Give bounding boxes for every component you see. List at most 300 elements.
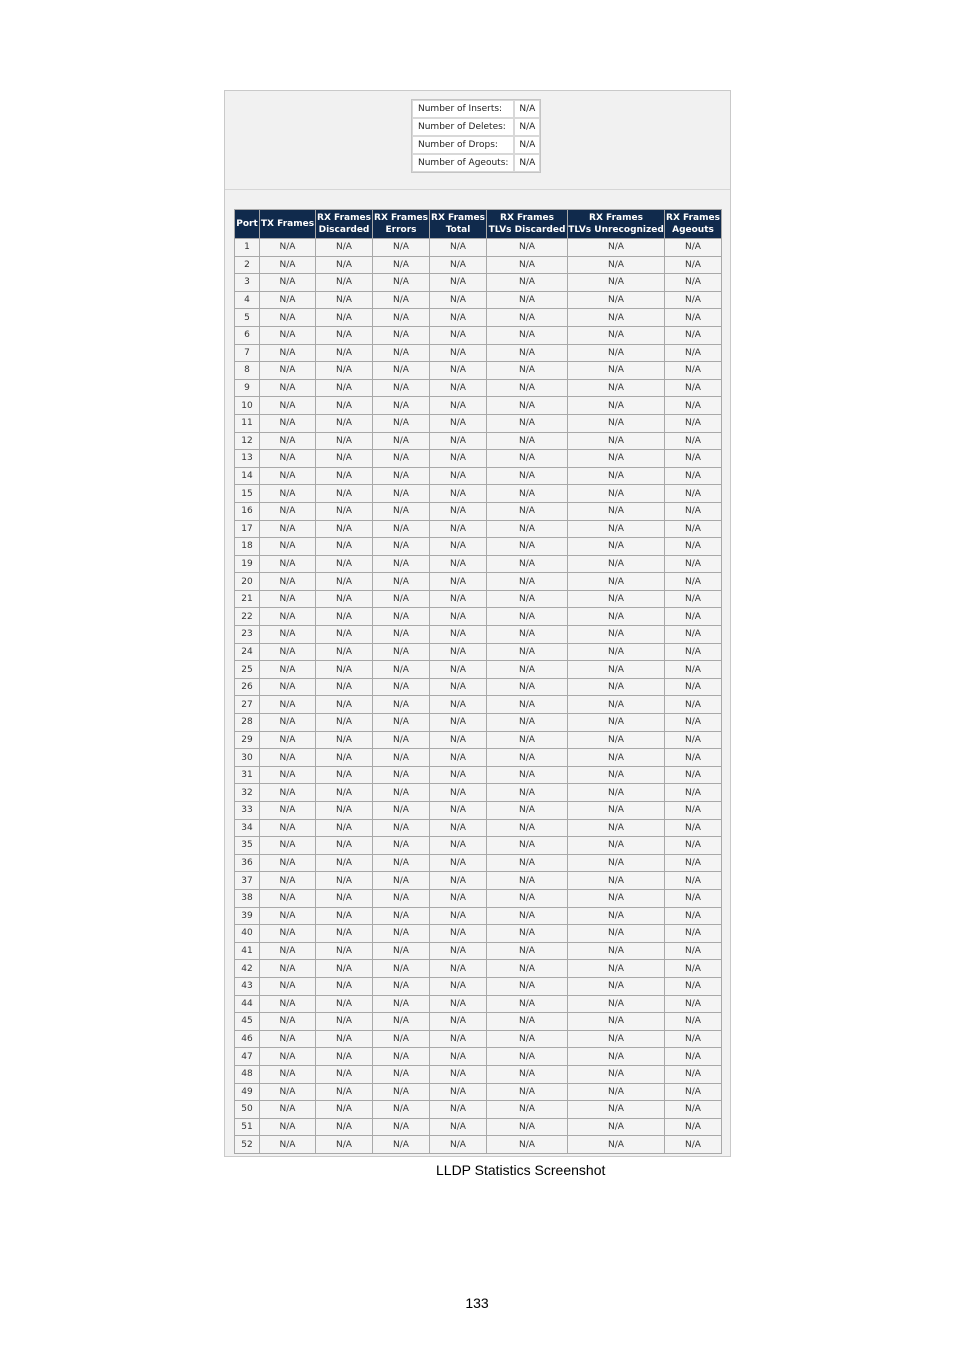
table-cell: N/A [568, 327, 664, 344]
table-cell: N/A [430, 1066, 486, 1083]
table-cell: N/A [487, 626, 567, 643]
table-cell: N/A [430, 960, 486, 977]
summary-table [411, 99, 541, 173]
table-cell: N/A [487, 257, 567, 274]
table-cell: N/A [665, 1084, 721, 1101]
table-cell: N/A [568, 890, 664, 907]
table-cell: N/A [373, 820, 429, 837]
table-cell: N/A [316, 1013, 372, 1030]
table-cell: N/A [665, 274, 721, 291]
summary-row [412, 136, 540, 154]
table-row [235, 397, 721, 414]
table-cell: N/A [568, 1136, 664, 1153]
table-cell: N/A [430, 714, 486, 731]
port-cell: 7 [235, 345, 259, 362]
table-cell: N/A [665, 503, 721, 520]
table-cell: N/A [430, 767, 486, 784]
table-cell: N/A [316, 837, 372, 854]
table-cell: N/A [373, 732, 429, 749]
table-cell: N/A [260, 908, 315, 925]
port-cell: 5 [235, 309, 259, 326]
table-cell: N/A [665, 749, 721, 766]
table-cell: N/A [430, 644, 486, 661]
table-cell: N/A [316, 380, 372, 397]
table-cell: N/A [373, 872, 429, 889]
table-cell: N/A [316, 996, 372, 1013]
table-cell: N/A [260, 274, 315, 291]
table-cell: N/A [487, 239, 567, 256]
table-cell: N/A [665, 996, 721, 1013]
table-cell: N/A [260, 1031, 315, 1048]
column-header-line: Total [445, 225, 471, 235]
port-cell: 14 [235, 468, 259, 485]
summary-label: Number of Inserts: [412, 100, 514, 118]
table-cell: N/A [568, 820, 664, 837]
table-cell: N/A [665, 1119, 721, 1136]
table-cell: N/A [665, 661, 721, 678]
table-cell: N/A [373, 521, 429, 538]
table-cell: N/A [373, 433, 429, 450]
table-cell: N/A [260, 485, 315, 502]
table-cell: N/A [316, 503, 372, 520]
port-cell: 40 [235, 925, 259, 942]
table-cell: N/A [487, 996, 567, 1013]
table-cell: N/A [568, 996, 664, 1013]
port-cell: 26 [235, 679, 259, 696]
table-cell: N/A [373, 345, 429, 362]
table-row [235, 802, 721, 819]
column-header [665, 210, 721, 238]
table-cell: N/A [260, 257, 315, 274]
table-cell: N/A [260, 345, 315, 362]
table-cell: N/A [430, 450, 486, 467]
table-cell: N/A [487, 309, 567, 326]
table-cell: N/A [373, 362, 429, 379]
table-cell: N/A [568, 450, 664, 467]
table-cell: N/A [487, 837, 567, 854]
table-cell: N/A [373, 661, 429, 678]
table-cell: N/A [487, 327, 567, 344]
port-cell: 36 [235, 855, 259, 872]
table-cell: N/A [665, 714, 721, 731]
table-row [235, 608, 721, 625]
port-cell: 1 [235, 239, 259, 256]
table-cell: N/A [316, 714, 372, 731]
table-cell: N/A [487, 1066, 567, 1083]
table-cell: N/A [568, 679, 664, 696]
column-header-line: RX Frames [431, 213, 485, 223]
table-cell: N/A [487, 908, 567, 925]
table-cell: N/A [487, 608, 567, 625]
table-cell: N/A [665, 556, 721, 573]
table-cell: N/A [373, 855, 429, 872]
table-cell: N/A [568, 415, 664, 432]
table-cell: N/A [568, 485, 664, 502]
table-cell: N/A [373, 1066, 429, 1083]
table-cell: N/A [373, 1119, 429, 1136]
table-cell: N/A [373, 696, 429, 713]
table-cell: N/A [430, 591, 486, 608]
table-row [235, 362, 721, 379]
table-cell: N/A [430, 908, 486, 925]
table-cell: N/A [373, 837, 429, 854]
table-row [235, 960, 721, 977]
figure-caption: LLDP Statistics Screenshot [436, 1162, 606, 1178]
table-cell: N/A [260, 837, 315, 854]
table-cell: N/A [316, 309, 372, 326]
table-cell: N/A [665, 433, 721, 450]
table-cell: N/A [568, 696, 664, 713]
table-cell: N/A [316, 1101, 372, 1118]
table-cell: N/A [568, 714, 664, 731]
table-cell: N/A [665, 591, 721, 608]
table-cell: N/A [373, 503, 429, 520]
table-cell: N/A [568, 661, 664, 678]
table-cell: N/A [665, 538, 721, 555]
column-header-line: RX Frames [589, 213, 643, 223]
table-cell: N/A [487, 644, 567, 661]
table-cell: N/A [665, 978, 721, 995]
table-cell: N/A [316, 749, 372, 766]
table-cell: N/A [568, 749, 664, 766]
table-cell: N/A [373, 996, 429, 1013]
table-cell: N/A [568, 521, 664, 538]
table-row [235, 1066, 721, 1083]
table-cell: N/A [430, 679, 486, 696]
table-cell: N/A [316, 415, 372, 432]
table-cell: N/A [316, 960, 372, 977]
table-cell: N/A [373, 573, 429, 590]
table-cell: N/A [260, 556, 315, 573]
table-cell: N/A [316, 485, 372, 502]
table-cell: N/A [487, 1119, 567, 1136]
table-cell: N/A [260, 1084, 315, 1101]
column-header-line: RX Frames [317, 213, 371, 223]
port-cell: 44 [235, 996, 259, 1013]
table-cell: N/A [430, 433, 486, 450]
table-cell: N/A [373, 644, 429, 661]
table-cell: N/A [316, 397, 372, 414]
table-cell: N/A [260, 468, 315, 485]
table-cell: N/A [260, 820, 315, 837]
table-cell: N/A [373, 767, 429, 784]
table-cell: N/A [568, 397, 664, 414]
table-cell: N/A [260, 608, 315, 625]
table-row [235, 890, 721, 907]
table-cell: N/A [260, 521, 315, 538]
port-cell: 49 [235, 1084, 259, 1101]
table-cell: N/A [316, 292, 372, 309]
table-cell: N/A [316, 908, 372, 925]
table-cell: N/A [665, 608, 721, 625]
table-row [235, 1101, 721, 1118]
table-row [235, 732, 721, 749]
table-cell: N/A [487, 872, 567, 889]
table-cell: N/A [260, 996, 315, 1013]
table-cell: N/A [568, 908, 664, 925]
port-cell: 24 [235, 644, 259, 661]
column-header [235, 210, 259, 238]
table-cell: N/A [487, 397, 567, 414]
table-cell: N/A [373, 1136, 429, 1153]
table-row [235, 661, 721, 678]
column-header-line: Errors [385, 225, 417, 235]
port-cell: 34 [235, 820, 259, 837]
table-cell: N/A [568, 943, 664, 960]
table-cell: N/A [373, 538, 429, 555]
table-row [235, 767, 721, 784]
table-cell: N/A [568, 925, 664, 942]
table-row [235, 380, 721, 397]
column-header-line: TLVs Discarded [488, 225, 566, 235]
table-cell: N/A [665, 872, 721, 889]
table-row [235, 626, 721, 643]
table-row [235, 1048, 721, 1065]
table-cell: N/A [487, 556, 567, 573]
table-cell: N/A [316, 345, 372, 362]
table-cell: N/A [316, 327, 372, 344]
table-cell: N/A [373, 925, 429, 942]
table-cell: N/A [260, 679, 315, 696]
table-cell: N/A [568, 1066, 664, 1083]
table-cell: N/A [316, 1136, 372, 1153]
table-cell: N/A [373, 556, 429, 573]
table-cell: N/A [430, 415, 486, 432]
table-cell: N/A [487, 696, 567, 713]
table-cell: N/A [316, 257, 372, 274]
column-header [568, 210, 664, 238]
table-cell: N/A [487, 573, 567, 590]
table-row [235, 433, 721, 450]
table-cell: N/A [487, 925, 567, 942]
table-row [235, 908, 721, 925]
table-cell: N/A [430, 784, 486, 801]
table-cell: N/A [373, 714, 429, 731]
table-cell: N/A [316, 732, 372, 749]
table-cell: N/A [568, 1013, 664, 1030]
table-cell: N/A [487, 784, 567, 801]
table-cell: N/A [373, 468, 429, 485]
table-cell: N/A [665, 943, 721, 960]
table-cell: N/A [260, 784, 315, 801]
port-cell: 25 [235, 661, 259, 678]
table-cell: N/A [373, 626, 429, 643]
table-cell: N/A [430, 538, 486, 555]
table-cell: N/A [568, 239, 664, 256]
table-cell: N/A [430, 327, 486, 344]
summary-row [412, 100, 540, 118]
table-cell: N/A [430, 1031, 486, 1048]
table-cell: N/A [568, 468, 664, 485]
table-cell: N/A [373, 943, 429, 960]
column-header-line: Discarded [318, 225, 370, 235]
table-cell: N/A [665, 362, 721, 379]
table-cell: N/A [568, 1084, 664, 1101]
table-cell: N/A [373, 1048, 429, 1065]
table-cell: N/A [430, 503, 486, 520]
table-cell: N/A [373, 1101, 429, 1118]
port-cell: 42 [235, 960, 259, 977]
table-cell: N/A [316, 1084, 372, 1101]
table-cell: N/A [373, 309, 429, 326]
port-cell: 37 [235, 872, 259, 889]
table-cell: N/A [487, 1048, 567, 1065]
table-row [235, 872, 721, 889]
table-cell: N/A [665, 239, 721, 256]
table-cell: N/A [316, 556, 372, 573]
table-row [235, 521, 721, 538]
table-cell: N/A [665, 1066, 721, 1083]
table-row [235, 696, 721, 713]
table-row [235, 837, 721, 854]
table-cell: N/A [316, 626, 372, 643]
table-cell: N/A [316, 362, 372, 379]
table-cell: N/A [487, 362, 567, 379]
table-row [235, 345, 721, 362]
table-row [235, 820, 721, 837]
table-cell: N/A [665, 397, 721, 414]
table-cell: N/A [487, 661, 567, 678]
table-cell: N/A [430, 732, 486, 749]
table-row [235, 257, 721, 274]
table-cell: N/A [568, 802, 664, 819]
table-row [235, 415, 721, 432]
table-cell: N/A [568, 1101, 664, 1118]
table-cell: N/A [568, 591, 664, 608]
statistics-table [234, 209, 722, 1154]
summary-value: N/A [514, 118, 540, 136]
table-cell: N/A [665, 468, 721, 485]
table-cell: N/A [568, 767, 664, 784]
table-cell: N/A [316, 1066, 372, 1083]
table-cell: N/A [430, 749, 486, 766]
table-cell: N/A [260, 802, 315, 819]
table-cell: N/A [430, 1013, 486, 1030]
table-cell: N/A [316, 872, 372, 889]
summary-value: N/A [514, 100, 540, 118]
table-row [235, 679, 721, 696]
table-cell: N/A [487, 679, 567, 696]
divider [225, 189, 730, 190]
table-cell: N/A [665, 890, 721, 907]
port-cell: 9 [235, 380, 259, 397]
table-cell: N/A [665, 521, 721, 538]
table-row [235, 644, 721, 661]
port-cell: 10 [235, 397, 259, 414]
table-cell: N/A [487, 415, 567, 432]
table-cell: N/A [487, 767, 567, 784]
table-row [235, 943, 721, 960]
table-cell: N/A [568, 309, 664, 326]
table-cell: N/A [260, 591, 315, 608]
table-cell: N/A [430, 1136, 486, 1153]
table-cell: N/A [430, 890, 486, 907]
table-cell: N/A [487, 1031, 567, 1048]
table-cell: N/A [373, 485, 429, 502]
table-cell: N/A [260, 538, 315, 555]
table-cell: N/A [487, 591, 567, 608]
table-cell: N/A [665, 1101, 721, 1118]
table-row [235, 239, 721, 256]
table-cell: N/A [260, 1119, 315, 1136]
table-cell: N/A [373, 1084, 429, 1101]
port-cell: 28 [235, 714, 259, 731]
table-cell: N/A [373, 415, 429, 432]
table-cell: N/A [665, 415, 721, 432]
table-cell: N/A [316, 644, 372, 661]
table-cell: N/A [430, 292, 486, 309]
port-cell: 39 [235, 908, 259, 925]
table-cell: N/A [487, 978, 567, 995]
table-cell: N/A [373, 908, 429, 925]
table-cell: N/A [568, 503, 664, 520]
table-cell: N/A [260, 292, 315, 309]
table-cell: N/A [430, 573, 486, 590]
table-row [235, 538, 721, 555]
table-cell: N/A [665, 644, 721, 661]
port-cell: 19 [235, 556, 259, 573]
port-cell: 12 [235, 433, 259, 450]
port-cell: 31 [235, 767, 259, 784]
table-cell: N/A [487, 714, 567, 731]
table-cell: N/A [316, 450, 372, 467]
table-cell: N/A [665, 696, 721, 713]
table-cell: N/A [260, 380, 315, 397]
table-cell: N/A [487, 732, 567, 749]
port-cell: 33 [235, 802, 259, 819]
table-cell: N/A [487, 503, 567, 520]
port-cell: 15 [235, 485, 259, 502]
table-row [235, 503, 721, 520]
table-cell: N/A [373, 960, 429, 977]
table-cell: N/A [316, 591, 372, 608]
table-cell: N/A [665, 485, 721, 502]
table-cell: N/A [568, 292, 664, 309]
table-row [235, 450, 721, 467]
summary-value: N/A [514, 154, 540, 172]
column-header-line: TLVs Unrecognized [568, 225, 664, 235]
port-cell: 45 [235, 1013, 259, 1030]
column-header-line: RX Frames [500, 213, 554, 223]
port-cell: 41 [235, 943, 259, 960]
table-cell: N/A [430, 309, 486, 326]
table-cell: N/A [430, 556, 486, 573]
table-cell: N/A [665, 767, 721, 784]
table-row [235, 591, 721, 608]
table-cell: N/A [665, 837, 721, 854]
table-cell: N/A [568, 784, 664, 801]
table-cell: N/A [373, 591, 429, 608]
table-cell: N/A [568, 257, 664, 274]
table-cell: N/A [665, 257, 721, 274]
table-cell: N/A [316, 521, 372, 538]
port-cell: 47 [235, 1048, 259, 1065]
column-header-line: Ageouts [672, 225, 714, 235]
table-row [235, 925, 721, 942]
table-row [235, 274, 721, 291]
table-cell: N/A [430, 485, 486, 502]
table-cell: N/A [665, 1031, 721, 1048]
table-header-row [235, 210, 721, 238]
table-cell: N/A [373, 274, 429, 291]
table-row [235, 996, 721, 1013]
table-cell: N/A [260, 943, 315, 960]
table-row [235, 573, 721, 590]
table-row [235, 784, 721, 801]
port-cell: 52 [235, 1136, 259, 1153]
table-cell: N/A [487, 450, 567, 467]
table-cell: N/A [430, 978, 486, 995]
